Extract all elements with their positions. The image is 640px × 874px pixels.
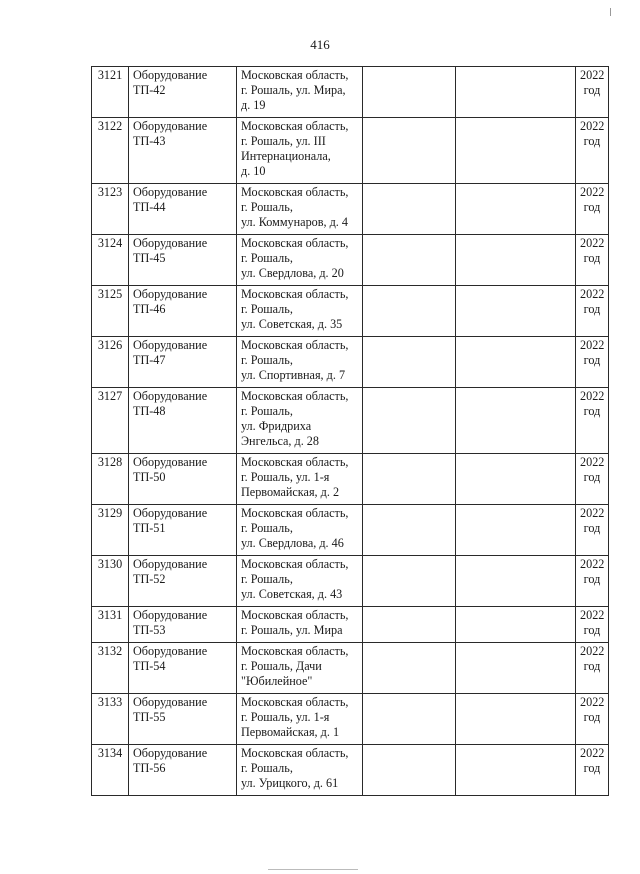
address-line: ул. Коммунаров, д. 4 [241,215,348,229]
year-line: 2022 [580,119,605,133]
empty-cell [456,235,576,286]
name-line: ТП-47 [133,353,166,367]
empty-cell [456,556,576,607]
object-name-cell [129,505,237,556]
address-line: Московская область, [241,236,349,250]
table-row [92,235,609,286]
address-cell [237,607,363,643]
year-line: 2022 [580,644,605,658]
address-line: г. Рошаль, Дачи [241,659,322,673]
object-name-cell [129,556,237,607]
address-line: Московская область, [241,695,349,709]
table-row [92,556,609,607]
registry-table [91,66,609,796]
address-line: г. Рошаль, [241,761,293,775]
address-line: Московская область, [241,608,349,622]
name-line: Оборудование [133,389,208,403]
table-row [92,118,609,184]
name-line: ТП-48 [133,404,166,418]
row-number-cell: 3121 [92,67,129,118]
empty-cell [363,286,456,337]
name-line: ТП-53 [133,623,166,637]
row-number-cell: 3128 [92,454,129,505]
name-line: ТП-45 [133,251,166,265]
object-name-cell [129,694,237,745]
address-line: Первомайская, д. 2 [241,485,340,499]
address-cell [237,118,363,184]
year-cell [576,454,609,505]
year-line: год [583,134,601,148]
row-number-cell: 3134 [92,745,129,796]
year-cell [576,184,609,235]
address-line: д. 10 [241,164,266,178]
year-line: 2022 [580,695,605,709]
table-row [92,388,609,454]
empty-cell [363,118,456,184]
object-name-cell [129,118,237,184]
year-cell [576,118,609,184]
empty-cell [363,745,456,796]
year-cell [576,67,609,118]
table-row [92,505,609,556]
year-line: 2022 [580,185,605,199]
table-row [92,337,609,388]
year-cell [576,745,609,796]
address-line: Московская область, [241,644,349,658]
year-line: 2022 [580,338,605,352]
name-line: Оборудование [133,557,208,571]
empty-cell [456,607,576,643]
name-line: ТП-44 [133,200,166,214]
address-cell [237,454,363,505]
row-number-cell: 3132 [92,643,129,694]
name-line: Оборудование [133,455,208,469]
year-line: 2022 [580,608,605,622]
empty-cell [456,745,576,796]
address-line: ул. Советская, д. 43 [241,587,343,601]
empty-cell [363,643,456,694]
address-cell [237,235,363,286]
empty-cell [363,235,456,286]
address-line: ул. Спортивная, д. 7 [241,368,346,382]
name-line: Оборудование [133,338,208,352]
scan-bottom-mark [268,869,358,870]
address-cell [237,505,363,556]
address-line: Московская область, [241,287,349,301]
year-line: 2022 [580,455,605,469]
address-cell [237,337,363,388]
name-line: ТП-46 [133,302,166,316]
name-line: Оборудование [133,746,208,760]
year-line: 2022 [580,236,605,250]
address-line: г. Рошаль, [241,302,293,316]
address-line: г. Рошаль, [241,521,293,535]
object-name-cell [129,607,237,643]
address-cell [237,388,363,454]
address-line: ул. Свердлова, д. 20 [241,266,344,280]
year-line: 2022 [580,287,605,301]
object-name-cell [129,337,237,388]
address-cell [237,556,363,607]
row-number-cell: 3124 [92,235,129,286]
address-line: г. Рошаль, [241,353,293,367]
year-line: год [583,302,601,316]
empty-cell [363,556,456,607]
year-cell [576,643,609,694]
row-number-cell: 3130 [92,556,129,607]
address-line: д. 19 [241,98,266,112]
address-line: ул. Фридриха [241,419,312,433]
address-line: г. Рошаль, ул. Мира, [241,83,346,97]
year-cell [576,286,609,337]
empty-cell [363,607,456,643]
name-line: ТП-51 [133,521,166,535]
year-cell [576,607,609,643]
year-line: год [583,761,601,775]
row-number-cell: 3122 [92,118,129,184]
year-line: год [583,83,601,97]
object-name-cell [129,184,237,235]
name-line: Оборудование [133,119,208,133]
address-line: Энгельса, д. 28 [241,434,319,448]
name-line: Оборудование [133,287,208,301]
address-line: ул. Свердлова, д. 46 [241,536,344,550]
address-cell [237,643,363,694]
name-line: Оборудование [133,506,208,520]
year-line: 2022 [580,506,605,520]
address-cell [237,286,363,337]
year-line: год [583,710,601,724]
year-line: год [583,200,601,214]
address-line: г. Рошаль, ул. 1-я [241,710,330,724]
year-line: год [583,251,601,265]
object-name-cell [129,454,237,505]
year-cell [576,388,609,454]
name-line: ТП-52 [133,572,166,586]
row-number-cell: 3123 [92,184,129,235]
name-line: Оборудование [133,236,208,250]
name-line: Оборудование [133,608,208,622]
year-line: год [583,521,601,535]
address-line: г. Рошаль, [241,404,293,418]
address-line: Московская область, [241,338,349,352]
year-line: 2022 [580,557,605,571]
year-line: 2022 [580,68,605,82]
address-line: "Юбилейное" [241,674,313,688]
row-number-cell: 3131 [92,607,129,643]
table-row [92,643,609,694]
address-cell [237,67,363,118]
row-number-cell: 3125 [92,286,129,337]
year-line: год [583,470,601,484]
address-line: г. Рошаль, ул. Мира [241,623,343,637]
address-line: Московская область, [241,119,349,133]
empty-cell [456,643,576,694]
year-cell [576,505,609,556]
year-line: год [583,659,601,673]
table-row [92,67,609,118]
object-name-cell [129,388,237,454]
empty-cell [363,388,456,454]
empty-cell [363,184,456,235]
empty-cell [456,118,576,184]
row-number-cell: 3133 [92,694,129,745]
empty-cell [456,184,576,235]
year-line: 2022 [580,746,605,760]
empty-cell [456,67,576,118]
table-row [92,184,609,235]
address-line: ул. Советская, д. 35 [241,317,343,331]
object-name-cell [129,67,237,118]
table-row [92,454,609,505]
address-cell [237,184,363,235]
name-line: Оборудование [133,644,208,658]
page-number: 416 [310,37,330,52]
address-line: ул. Урицкого, д. 61 [241,776,339,790]
address-line: г. Рошаль, ул. III [241,134,326,148]
year-line: год [583,572,601,586]
year-line: год [583,623,601,637]
year-line: год [583,353,601,367]
empty-cell [456,286,576,337]
name-line: ТП-56 [133,761,166,775]
address-line: Первомайская, д. 1 [241,725,340,739]
year-cell [576,694,609,745]
empty-cell [456,388,576,454]
address-line: Московская область, [241,68,349,82]
empty-cell [363,337,456,388]
year-cell [576,235,609,286]
address-line: Московская область, [241,746,349,760]
address-cell [237,745,363,796]
row-number-cell: 3129 [92,505,129,556]
table-row [92,694,609,745]
address-line: г. Рошаль, [241,572,293,586]
empty-cell [456,454,576,505]
row-number-cell: 3127 [92,388,129,454]
object-name-cell [129,745,237,796]
address-line: Интернационала, [241,149,331,163]
object-name-cell [129,643,237,694]
year-line: год [583,404,601,418]
address-line: Московская область, [241,389,349,403]
empty-cell [363,454,456,505]
name-line: ТП-55 [133,710,166,724]
empty-cell [363,67,456,118]
name-line: Оборудование [133,68,208,82]
empty-cell [456,505,576,556]
object-name-cell [129,235,237,286]
registry-table-body [92,67,609,796]
name-line: Оборудование [133,185,208,199]
empty-cell [363,505,456,556]
scan-edge-mark [610,8,611,16]
name-line: ТП-43 [133,134,166,148]
year-line: 2022 [580,389,605,403]
address-line: г. Рошаль, ул. 1-я [241,470,330,484]
name-line: Оборудование [133,695,208,709]
table-row [92,607,609,643]
address-line: г. Рошаль, [241,200,293,214]
address-cell [237,694,363,745]
address-line: Московская область, [241,506,349,520]
address-line: Московская область, [241,455,349,469]
name-line: ТП-42 [133,83,166,97]
year-cell [576,556,609,607]
address-line: г. Рошаль, [241,251,293,265]
year-cell [576,337,609,388]
address-line: Московская область, [241,185,349,199]
empty-cell [456,337,576,388]
row-number-cell: 3126 [92,337,129,388]
name-line: ТП-54 [133,659,166,673]
name-line: ТП-50 [133,470,166,484]
table-row [92,286,609,337]
table-row [92,745,609,796]
empty-cell [456,694,576,745]
empty-cell [363,694,456,745]
object-name-cell [129,286,237,337]
address-line: Московская область, [241,557,349,571]
